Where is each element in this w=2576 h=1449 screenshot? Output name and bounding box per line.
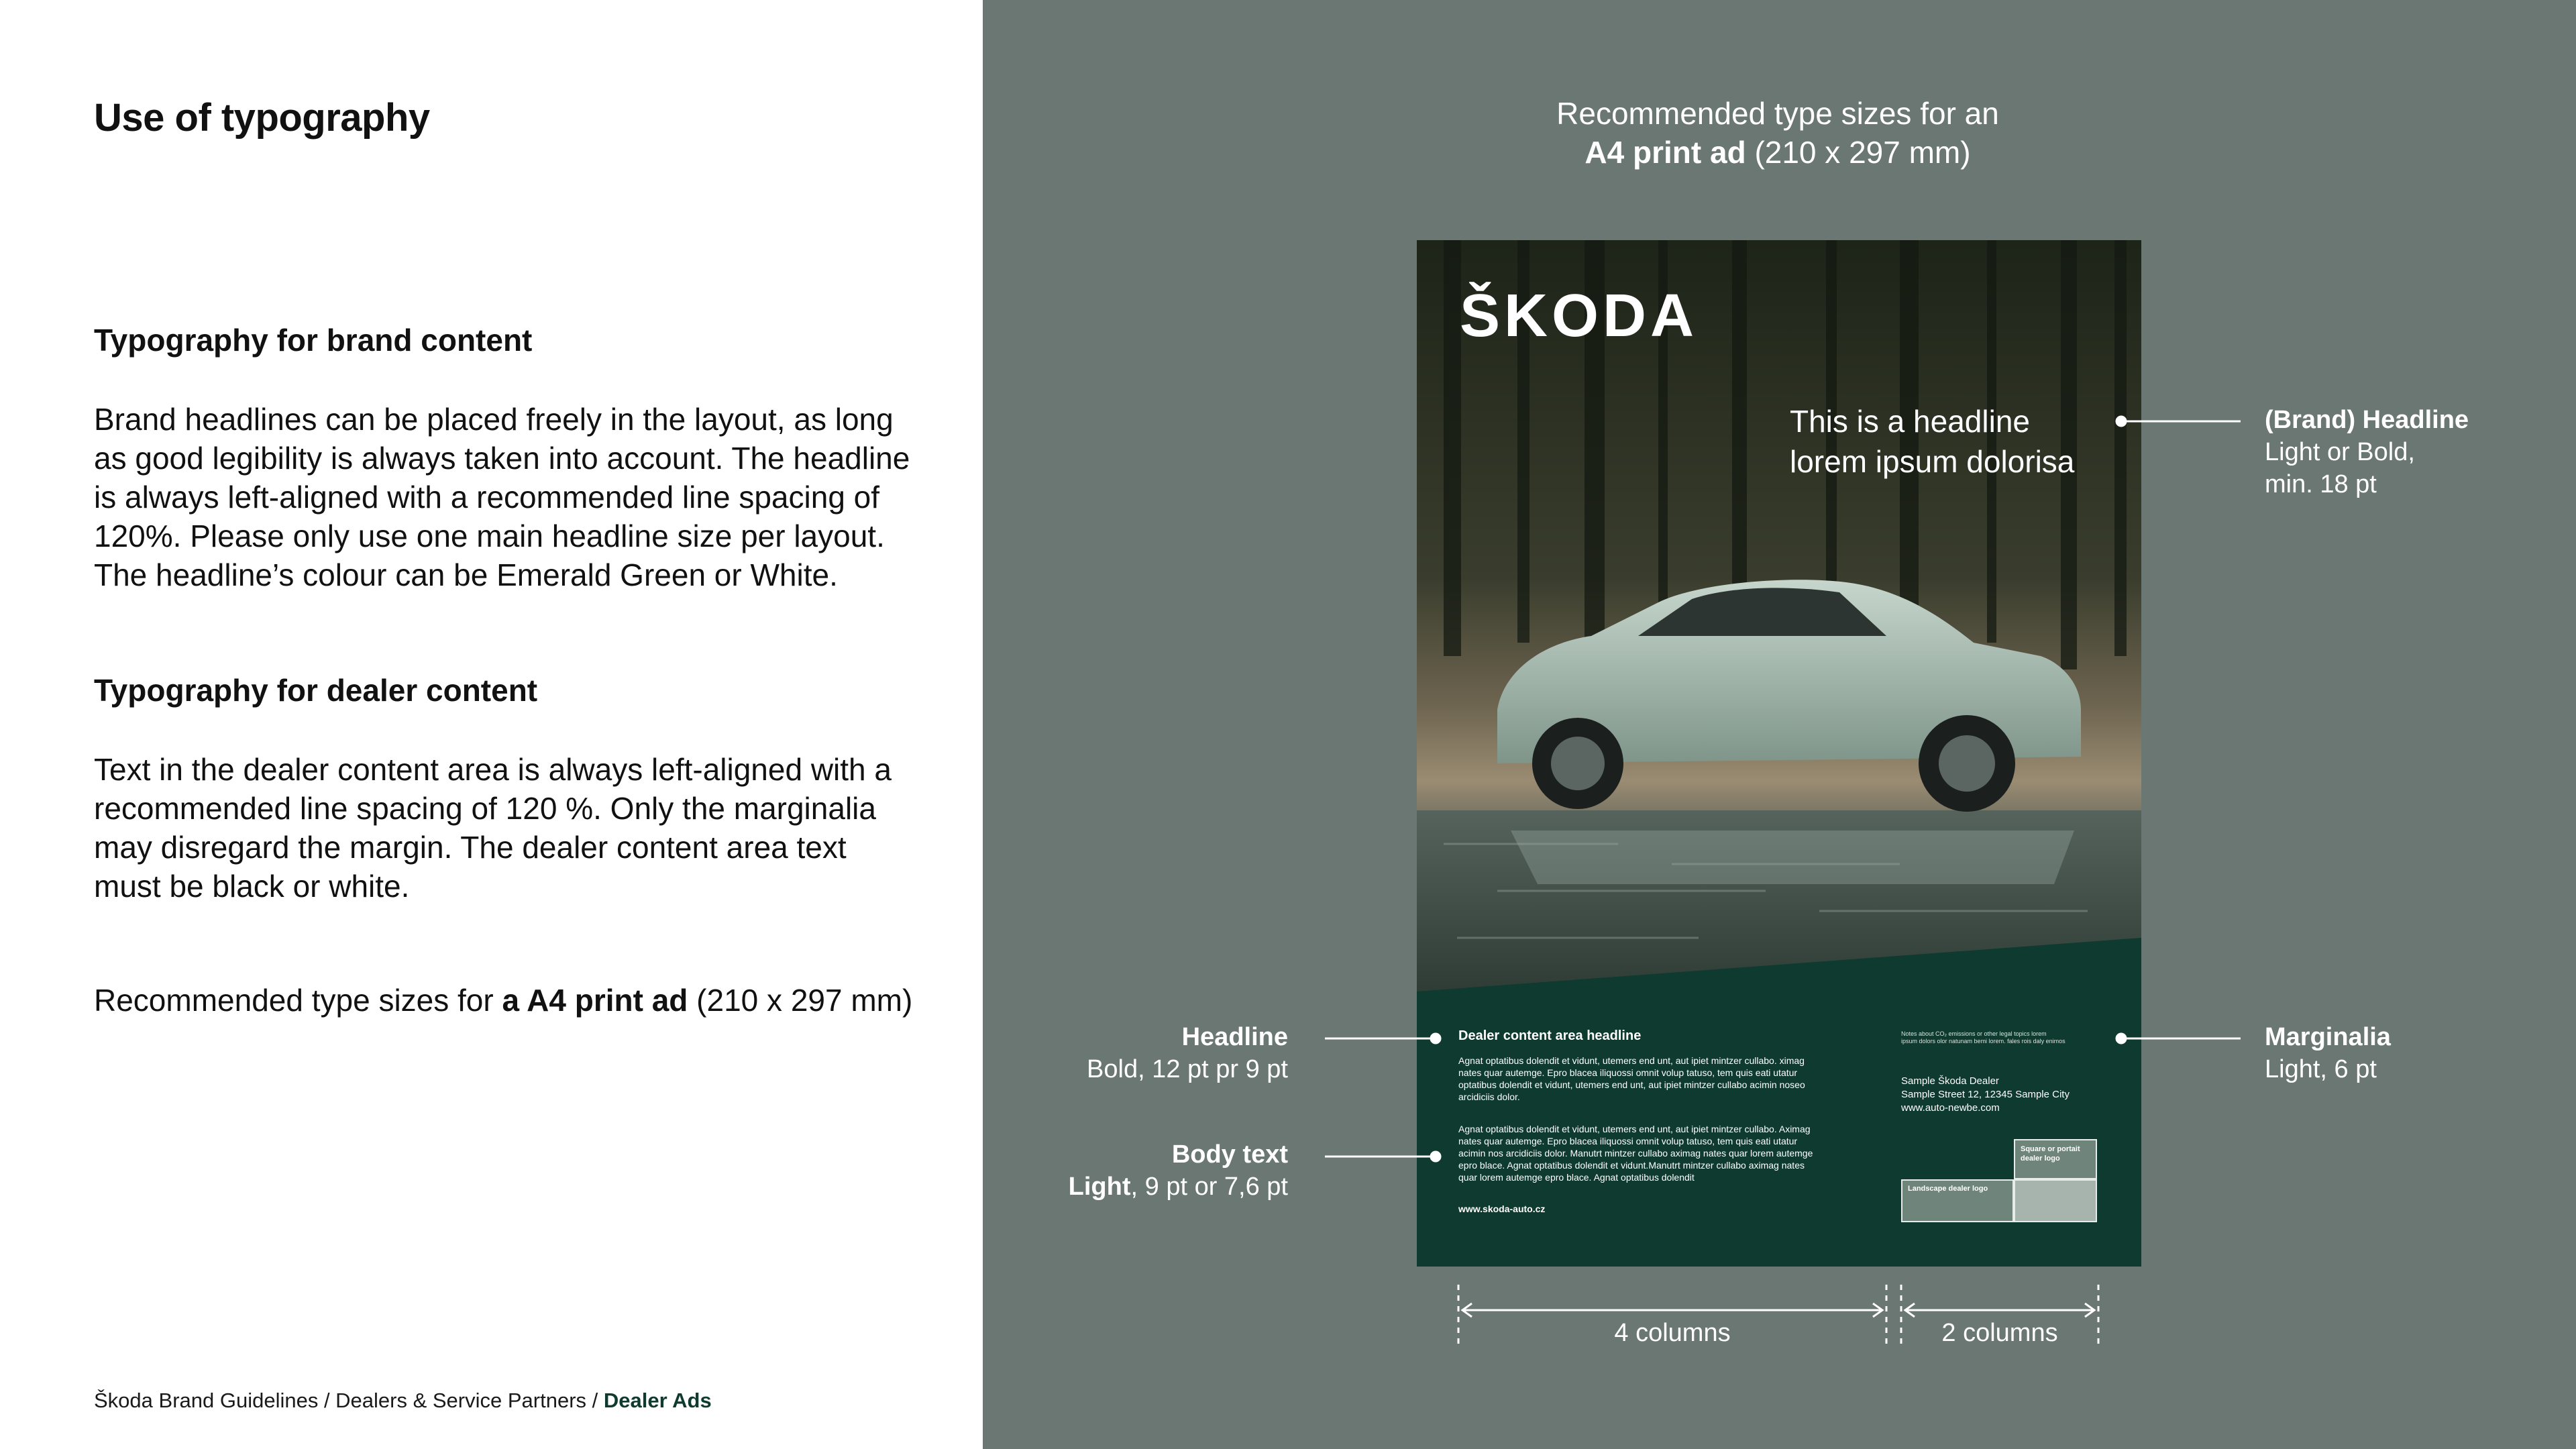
dealer-headline: Dealer content area headline xyxy=(1458,1028,1642,1043)
callout-body-text xyxy=(1020,1138,1288,1203)
dealer-section-title: Typography for dealer content xyxy=(94,673,538,708)
columns-label-left: 4 columns xyxy=(1614,1319,1731,1347)
address-name: Sample Škoda Dealer xyxy=(1901,1075,1999,1087)
dealer-address xyxy=(1901,1075,2116,1115)
dealer-body-line: nates quar autemge. Epro blacea iliquossi omnit volup tatuso, tem quis eati utatur xyxy=(1458,1136,1798,1146)
callout-brand-headline-line2: min. 18 pt xyxy=(2265,470,2377,498)
ad-headline-line1: This is a headline xyxy=(1790,404,2030,439)
dealer-line: may disregard the margin. The dealer content area text xyxy=(94,830,847,865)
callout-marginalia-line1: Light, 6 pt xyxy=(2265,1055,2377,1083)
notes-line: Notes about CO₂ emissions or other legal topics lorem xyxy=(1901,1030,2047,1037)
dealer-body-line: optatibus dolendit et vidunt, utemers end unt, aut ipiet mintzer cullabo acimin noseo xyxy=(1458,1079,1805,1090)
panel-heading xyxy=(1503,94,2053,172)
brand-line: as good legibility is always taken into account. The headline xyxy=(94,441,910,476)
callout-body-text-sizes: , 9 pt or 7,6 pt xyxy=(1130,1173,1288,1201)
a4-ad-mockup xyxy=(1417,240,2141,1267)
dealer-line: must be black or white. xyxy=(94,869,410,904)
callout-marginalia xyxy=(2265,1021,2391,1085)
dealer-body-line: acimin nos arcidiciis dolor. Manutrt mintzer cullabo aximag nates quar lorem autemge xyxy=(1458,1148,1813,1159)
dealer-body-line: epro blace. Agnat optatibus dolendit et vidunt.Manutrt mintzer cullabo aximag nates xyxy=(1458,1160,1805,1171)
marginalia-notes xyxy=(1901,1030,2096,1045)
brand-section-title: Typography for brand content xyxy=(94,323,533,358)
recommendation-prefix: Recommended type sizes for xyxy=(94,983,502,1018)
callout-brand-headline-line1: Light or Bold, xyxy=(2265,438,2415,466)
brand-section-body xyxy=(94,400,919,594)
brand-line: Brand headlines can be placed freely in the layout, as long xyxy=(94,402,894,437)
panel-heading-bold: A4 print ad xyxy=(1585,135,1746,170)
dealer-body-paragraph-1 xyxy=(1458,1055,1888,1103)
page-title: Use of typography xyxy=(94,96,430,140)
callout-headline xyxy=(1020,1021,1288,1085)
address-web: www.auto-newbe.com xyxy=(1901,1102,2000,1114)
panel-heading-suffix: (210 x 297 mm) xyxy=(1746,135,1971,170)
ad-headline-line2: lorem ipsum dolorisa xyxy=(1790,444,2075,479)
address-street: Sample Street 12, 12345 Sample City xyxy=(1901,1089,2070,1100)
logo-placeholder-empty xyxy=(2014,1179,2097,1222)
callout-headline-title: Headline xyxy=(1181,1023,1288,1051)
dealer-body-line: Agnat optatibus dolendit et vidunt, utemers end unt, aut ipiet mintzer cullabo. Aximag xyxy=(1458,1124,1811,1134)
landscape-dealer-logo-placeholder: Landscape dealer logo xyxy=(1901,1179,2014,1222)
dealer-body-line: nates quar autemge. Epro blacea iliquossi omnit volup tatuso, tem quis eati utatur xyxy=(1458,1067,1798,1078)
dealer-body-line: arcidiciis dolor. xyxy=(1458,1091,1520,1102)
dealer-line: Text in the dealer content area is always left-aligned with a xyxy=(94,752,892,787)
callout-body-text-title: Body text xyxy=(1171,1140,1288,1169)
recommendation-line xyxy=(94,982,912,1018)
dealer-body-paragraph-2 xyxy=(1458,1123,1888,1183)
brand-line: The headline’s colour can be Emerald Green or White. xyxy=(94,557,838,592)
breadcrumb-current: Dealer Ads xyxy=(603,1389,712,1412)
recommendation-suffix: (210 x 297 mm) xyxy=(688,983,913,1018)
dealer-section-body xyxy=(94,750,919,906)
breadcrumb-path: Škoda Brand Guidelines / Dealers & Service Partners / xyxy=(94,1389,604,1412)
callout-marginalia-title: Marginalia xyxy=(2265,1023,2391,1051)
recommendation-bold: a A4 print ad xyxy=(502,983,688,1018)
dealer-body-line: Agnat optatibus dolendit et vidunt, utemers end unt, aut ipiet mintzer cullabo. ximag xyxy=(1458,1055,1805,1066)
dealer-line: recommended line spacing of 120 %. Only the marginalia xyxy=(94,791,876,826)
callout-brand-headline xyxy=(2265,404,2469,500)
panel-heading-line2 xyxy=(1503,133,2053,172)
callout-body-text-weight: Light xyxy=(1068,1173,1131,1201)
square-dealer-logo-placeholder: Square or portait dealer logo xyxy=(2014,1139,2097,1179)
notes-line: ipsum dolors olor natunam bemi lorem. fales rois daly enimos xyxy=(1901,1038,2065,1044)
breadcrumb xyxy=(94,1389,712,1413)
dealer-body-line: quar lorem autemge epro blace. Agnat optatibus dolendit xyxy=(1458,1172,1695,1183)
callout-headline-line1: Bold, 12 pt pr 9 pt xyxy=(1087,1055,1288,1083)
panel-heading-line1: Recommended type sizes for an xyxy=(1556,96,1999,131)
brand-line: 120%. Please only use one main headline size per layout. xyxy=(94,519,885,553)
callout-brand-headline-title: (Brand) Headline xyxy=(2265,406,2469,434)
dealer-url: www.skoda-auto.cz xyxy=(1458,1203,1546,1214)
columns-label-right: 2 columns xyxy=(1941,1319,2058,1347)
brand-line: is always left-aligned with a recommended line spacing of xyxy=(94,480,880,515)
skoda-logo: ŠKODA xyxy=(1460,282,1699,350)
